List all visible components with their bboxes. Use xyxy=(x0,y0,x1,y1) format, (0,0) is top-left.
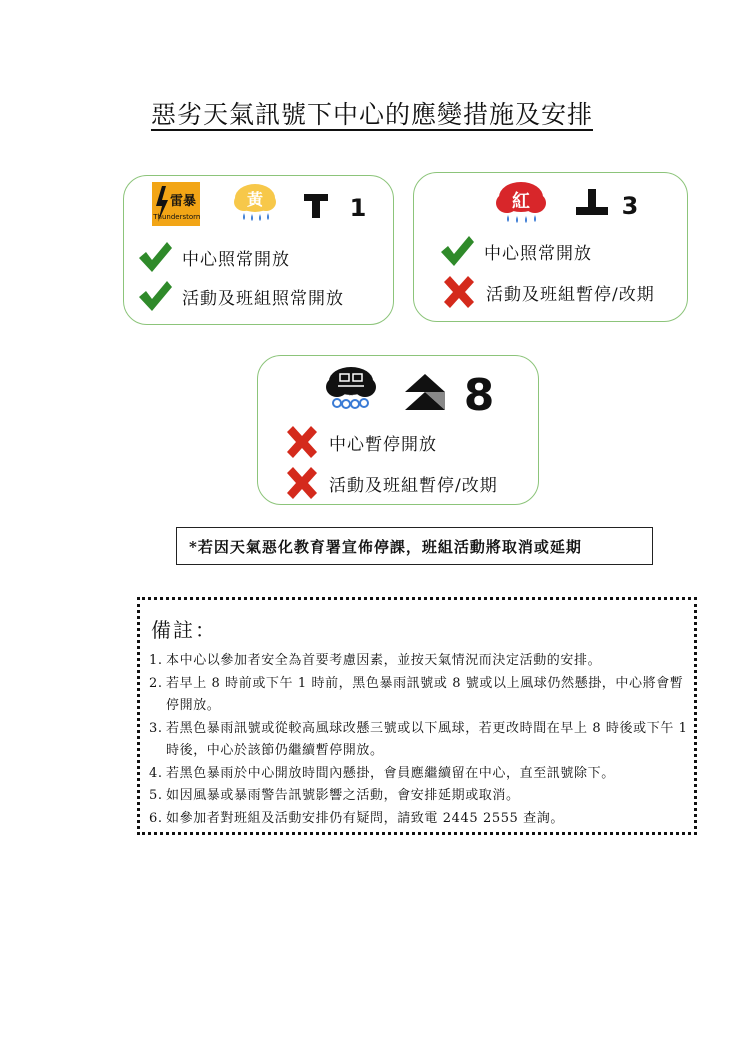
status-text: 中心照常開放 xyxy=(484,243,592,264)
red-rainstorm-icon xyxy=(494,179,548,231)
svg-text:8: 8 xyxy=(463,370,495,414)
status-text: 活動及班組暫停/改期 xyxy=(486,284,655,305)
typhoon-signal-8-icon xyxy=(403,368,503,418)
svg-text:黃: 黃 xyxy=(246,190,264,209)
check-icon xyxy=(438,233,476,269)
svg-text:3: 3 xyxy=(621,192,639,220)
list-item: 4. 若黑色暴雨於中心開放時間內懸掛，會員應繼續留在中心，直至訊號除下。 xyxy=(149,765,615,781)
svg-text:黑: 黑 xyxy=(349,391,353,396)
list-item: 5. 如因風暴或暴雨警告訊號影響之活動，會安排延期或取消。 xyxy=(149,788,520,803)
status-text: 活動及班組暫停/改期 xyxy=(329,475,498,496)
check-icon xyxy=(136,239,174,275)
typhoon-signal-1-icon xyxy=(302,190,372,226)
list-item: 3. 若黑色暴雨訊號或從較高風球改懸三號或以下風球，若更改時間在早上 8 時後或下午 1 時後，中心於該節仍繼續暫停開放。 xyxy=(149,720,688,758)
cross-icon xyxy=(283,424,321,460)
thunderstorm-warning-icon xyxy=(152,182,200,230)
cross-icon xyxy=(283,465,321,501)
list-item: 2. 若早上 8 時前或下午 1 時前，黑色暴雨訊號或 8 號或以上風球仍然懸掛，中心將會暫停開放。 xyxy=(149,675,684,713)
status-text: 中心照常開放 xyxy=(182,249,290,270)
remarks-box xyxy=(137,597,697,835)
panel-normal-open xyxy=(123,175,394,325)
status-row-activities xyxy=(440,274,655,310)
remarks-title: 備註： xyxy=(151,618,217,642)
check-icon xyxy=(136,278,174,314)
class-suspension-notice: *若因天氣惡化教育署宣佈停課，班組活動將取消或延期 xyxy=(176,527,653,565)
page-title: 惡劣天氣訊號下中心的應變措施及安排 xyxy=(150,100,593,129)
remarks-list xyxy=(149,650,689,830)
svg-text:雷暴: 雷暴 xyxy=(169,194,197,209)
list-item: 6. 如參加者對班組及活動安排仍有疑問，請致電 2445 2555 查詢。 xyxy=(149,810,564,826)
status-row-center xyxy=(283,424,437,460)
amber-rainstorm-icon xyxy=(232,180,278,230)
cross-icon xyxy=(440,274,478,310)
panel-closed xyxy=(257,355,539,505)
status-row-center xyxy=(136,239,290,275)
typhoon-signal-3-icon xyxy=(574,187,650,225)
status-row-center xyxy=(438,233,592,269)
status-text: 活動及班組照常開放 xyxy=(182,288,344,309)
status-text: 中心暫停開放 xyxy=(329,434,437,455)
black-rainstorm-icon xyxy=(324,364,378,416)
svg-text:1: 1 xyxy=(349,194,367,222)
svg-text:Thunderstorm: Thunderstorm xyxy=(153,213,200,221)
status-row-activities xyxy=(136,278,344,314)
status-row-activities xyxy=(283,465,498,501)
list-item: 1. 本中心以參加者安全為首要考慮因素，並按天氣情況而決定活動的安排。 xyxy=(149,653,602,668)
panel-partial-open xyxy=(413,172,688,322)
svg-text:紅: 紅 xyxy=(512,191,530,212)
